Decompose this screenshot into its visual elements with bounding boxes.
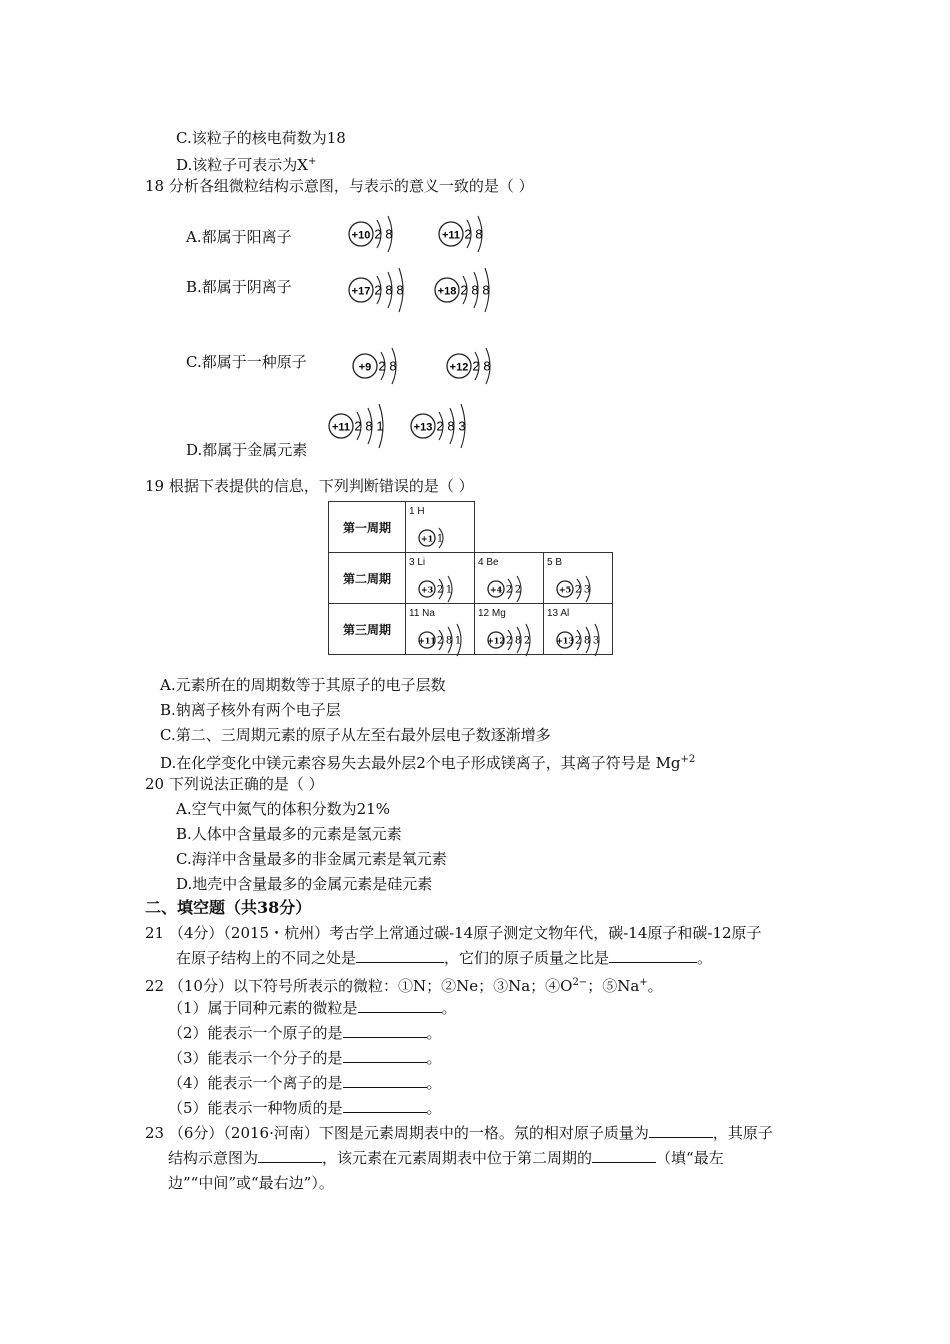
electron-count: 8 bbox=[389, 358, 397, 374]
cell-h-label: 1 H bbox=[409, 506, 425, 517]
atom-structure-svg bbox=[416, 622, 473, 658]
q21-blank-1[interactable] bbox=[356, 948, 444, 963]
electron-count: 8 bbox=[583, 635, 591, 647]
electron-count: 8 bbox=[475, 226, 483, 242]
nucleus-charge: +1 bbox=[420, 533, 434, 544]
q22-sub-3-text: （3）能表示一个分子的是 bbox=[168, 1049, 343, 1067]
nucleus-charge: +4 bbox=[489, 584, 503, 595]
q18-diagram-a2 bbox=[436, 210, 496, 262]
atom-structure-svg bbox=[326, 402, 397, 450]
electron-count: 8 bbox=[385, 282, 393, 298]
electron-count: 2 bbox=[436, 418, 444, 434]
electron-count: 8 bbox=[471, 282, 479, 298]
q23-line-2c: （填“最左 bbox=[656, 1149, 724, 1167]
cell-b-label: 5 B bbox=[547, 557, 563, 568]
q20-option-b: B.人体中含量最多的元素是氢元素 bbox=[176, 825, 402, 843]
q21-line-1: 21 （4分）（2015・杭州）考古学上常通过碳-14原子测定文物年代，碳-14原子和碳-12原子 bbox=[145, 924, 762, 942]
atom-structure-svg bbox=[416, 520, 455, 556]
cell-li bbox=[406, 553, 475, 604]
electron-count: 8 bbox=[514, 635, 522, 647]
q18-diagram-a1 bbox=[346, 210, 406, 262]
electron-count: 2 bbox=[378, 358, 386, 374]
atom-structure-svg bbox=[432, 266, 503, 314]
q17-option-d bbox=[176, 152, 316, 175]
periodic-table-excerpt bbox=[328, 501, 613, 655]
electron-count: 8 bbox=[365, 418, 373, 434]
cell-b bbox=[544, 553, 613, 604]
q22-blank-1[interactable] bbox=[358, 998, 442, 1013]
cell-li-label: 3 Li bbox=[409, 557, 426, 568]
electron-count: 8 bbox=[396, 282, 404, 298]
q19-option-d-sup: +2 bbox=[680, 754, 696, 765]
electron-count: 8 bbox=[483, 358, 491, 374]
cell-be bbox=[475, 553, 544, 604]
q23-blank-1[interactable] bbox=[649, 1123, 713, 1138]
electron-count: 2 bbox=[472, 358, 480, 374]
q22-stem-b: ；⑤Na bbox=[587, 977, 640, 995]
q20-option-c: C.海洋中含量最多的非金属元素是氧元素 bbox=[176, 850, 447, 868]
q18-diagram-d1 bbox=[326, 402, 397, 454]
q23-line-1 bbox=[145, 1123, 773, 1143]
q22-sub-3 bbox=[168, 1048, 442, 1068]
q19-stem: 19 根据下表提供的信息，下列判断错误的是（ ） bbox=[145, 477, 474, 495]
atom-structure-svg bbox=[436, 210, 496, 258]
q22-sub-1 bbox=[168, 998, 457, 1018]
q18-option-a: A.都属于阳离子 bbox=[186, 228, 292, 246]
q21-line-2b: ，它们的原子质量之比是 bbox=[444, 949, 610, 967]
q21-line-2a: 在原子结构上的不同之处是 bbox=[176, 949, 357, 967]
cell-be-label: 4 Be bbox=[478, 557, 499, 568]
electron-count: 2 bbox=[436, 635, 444, 647]
section-2-heading: 二、填空题（共38分） bbox=[145, 898, 312, 917]
nucleus-charge: +9 bbox=[358, 361, 372, 374]
q22-sub-4-end: 。 bbox=[426, 1074, 442, 1092]
q19-option-a: A.元素所在的周期数等于其原子的电子层数 bbox=[160, 676, 446, 694]
q19-option-b: B.钠离子核外有两个电子层 bbox=[160, 701, 341, 719]
q22-sub-5 bbox=[168, 1098, 442, 1118]
q18-diagram-c2 bbox=[444, 342, 504, 394]
q23-line-1b: ，其原子 bbox=[712, 1124, 773, 1142]
cell-na-label: 11 Na bbox=[409, 608, 435, 619]
q18-option-c: C.都属于一种原子 bbox=[186, 353, 307, 371]
atom-structure-svg bbox=[346, 266, 417, 314]
electron-count: 2 bbox=[574, 584, 582, 596]
q23-blank-3[interactable] bbox=[592, 1148, 656, 1163]
nucleus-charge: +11 bbox=[441, 229, 461, 242]
q22-blank-5[interactable] bbox=[343, 1098, 427, 1113]
nucleus-charge: +18 bbox=[437, 285, 457, 298]
electron-count: 8 bbox=[482, 282, 490, 298]
q22-sub-2-end: 。 bbox=[426, 1024, 442, 1042]
q22-sub-3-end: 。 bbox=[426, 1049, 442, 1067]
electron-count: 2 bbox=[514, 584, 522, 596]
q21-blank-2[interactable] bbox=[609, 948, 697, 963]
cell-al-diagram bbox=[554, 622, 611, 662]
q18-diagram-b2 bbox=[432, 266, 503, 318]
electron-count: 3 bbox=[583, 584, 591, 596]
q22-sub-2-text: （2）能表示一个原子的是 bbox=[168, 1024, 343, 1042]
nucleus-charge: +3 bbox=[420, 584, 434, 595]
period-2-header: 第二周期 bbox=[329, 553, 406, 604]
electron-count: 2 bbox=[523, 635, 531, 647]
q18-option-d: D.都属于金属元素 bbox=[186, 441, 308, 459]
q22-stem-sup-1: 2− bbox=[572, 977, 588, 988]
electron-count: 2 bbox=[460, 282, 468, 298]
atom-structure-svg bbox=[346, 210, 406, 258]
q19-option-d-text: D.在化学变化中镁元素容易失去最外层2个电子形成镁离子，其离子符号是 Mg bbox=[160, 754, 681, 772]
q23-line-2a: 结构示意图为 bbox=[168, 1149, 259, 1167]
q18-stem: 18 分析各组微粒结构示意图，与表示的意义一致的是（ ） bbox=[145, 177, 534, 195]
electron-count: 1 bbox=[376, 418, 384, 434]
q20-stem: 20 下列说法正确的是（ ） bbox=[145, 775, 324, 793]
electron-count: 2 bbox=[436, 584, 444, 596]
q19-option-d bbox=[160, 750, 695, 773]
nucleus-charge: +11 bbox=[331, 421, 351, 434]
q22-stem-sup-2: + bbox=[639, 977, 648, 988]
electron-count: 8 bbox=[445, 635, 453, 647]
cell-al-label: 13 Al bbox=[547, 608, 570, 619]
nucleus-charge: +12 bbox=[487, 635, 505, 646]
atom-structure-svg bbox=[554, 571, 602, 607]
period-1-header: 第一周期 bbox=[329, 502, 406, 553]
q23-line-2b: ，该元素在元素周期表中位于第二周期的 bbox=[322, 1149, 593, 1167]
q18-option-b: B.都属于阴离子 bbox=[186, 278, 292, 296]
q22-sub-4 bbox=[168, 1073, 442, 1093]
cell-na-diagram bbox=[416, 622, 473, 662]
q22-sub-1-end: 。 bbox=[441, 999, 457, 1017]
electron-count: 2 bbox=[464, 226, 472, 242]
q18-diagram-b1 bbox=[346, 266, 417, 318]
q22-stem-a: 22 （10分）以下符号所表示的微粒：①N；②Ne；③Na；④O bbox=[145, 977, 573, 995]
atom-structure-svg bbox=[485, 571, 533, 607]
q23-line-1a: 23 （6分）（2016·河南）下图是元素周期表中的一格。氖的相对原子质量为 bbox=[145, 1124, 649, 1142]
cell-mg-label: 12 Mg bbox=[478, 608, 506, 619]
q22-sub-1-text: （1）属于同种元素的微粒是 bbox=[168, 999, 358, 1017]
q22-sub-2 bbox=[168, 1023, 442, 1043]
electron-count: 1 bbox=[445, 584, 453, 596]
electron-count: 8 bbox=[385, 226, 393, 242]
nucleus-charge: +11 bbox=[418, 635, 436, 646]
q22-sub-4-text: （4）能表示一个离子的是 bbox=[168, 1074, 343, 1092]
atom-structure-svg bbox=[408, 402, 479, 450]
cell-mg bbox=[475, 604, 544, 655]
q20-option-d: D.地壳中含量最多的金属元素是硅元素 bbox=[176, 875, 433, 893]
electron-count: 2 bbox=[374, 226, 382, 242]
period-3-header: 第三周期 bbox=[329, 604, 406, 655]
nucleus-charge: +17 bbox=[351, 285, 371, 298]
electron-count: 3 bbox=[458, 418, 466, 434]
q22-stem bbox=[145, 973, 663, 996]
q21-line-2c: 。 bbox=[697, 949, 713, 967]
atom-structure-svg bbox=[350, 342, 410, 390]
cell-h bbox=[406, 502, 475, 553]
electron-count: 2 bbox=[354, 418, 362, 434]
q23-line-3: 边”“中间”或“最右边”）。 bbox=[168, 1174, 334, 1192]
electron-count: 2 bbox=[574, 635, 582, 647]
q17-option-c: C.该粒子的核电荷数为18 bbox=[176, 129, 346, 147]
cell-na bbox=[406, 604, 475, 655]
electron-count: 2 bbox=[374, 282, 382, 298]
q18-diagram-c1 bbox=[350, 342, 410, 394]
q23-line-2 bbox=[168, 1148, 724, 1168]
q22-sub-5-end: 。 bbox=[426, 1099, 442, 1117]
cell-al bbox=[544, 604, 613, 655]
q22-sub-5-text: （5）能表示一种物质的是 bbox=[168, 1099, 343, 1117]
atom-structure-svg bbox=[416, 571, 464, 607]
nucleus-charge: +13 bbox=[556, 635, 574, 646]
electron-count: 1 bbox=[436, 533, 444, 545]
q18-diagram-d2 bbox=[408, 402, 479, 454]
cell-mg-diagram bbox=[485, 622, 542, 662]
electron-count: 8 bbox=[447, 418, 455, 434]
electron-count: 2 bbox=[505, 584, 513, 596]
atom-structure-svg bbox=[444, 342, 504, 390]
atom-structure-svg bbox=[554, 622, 611, 658]
nucleus-charge: +5 bbox=[558, 584, 572, 595]
q19-option-c: C.第二、三周期元素的原子从左至右最外层电子数逐渐增多 bbox=[160, 726, 551, 744]
q22-stem-c: 。 bbox=[647, 977, 663, 995]
q21-line-2 bbox=[176, 948, 712, 968]
q17-option-d-text: D.该粒子可表示为X bbox=[176, 156, 308, 174]
nucleus-charge: +13 bbox=[413, 421, 433, 434]
q22-blank-3[interactable] bbox=[343, 1048, 427, 1063]
q17-option-d-sup: + bbox=[307, 156, 317, 167]
q23-blank-2[interactable] bbox=[258, 1148, 322, 1163]
q20-option-a: A.空气中氮气的体积分数为21% bbox=[176, 800, 390, 818]
nucleus-charge: +10 bbox=[351, 229, 371, 242]
atom-structure-svg bbox=[485, 622, 542, 658]
q22-blank-2[interactable] bbox=[343, 1023, 427, 1038]
electron-count: 2 bbox=[505, 635, 513, 647]
nucleus-charge: +12 bbox=[449, 361, 469, 374]
electron-count: 1 bbox=[454, 635, 462, 647]
q22-blank-4[interactable] bbox=[343, 1073, 427, 1088]
electron-count: 3 bbox=[592, 635, 600, 647]
